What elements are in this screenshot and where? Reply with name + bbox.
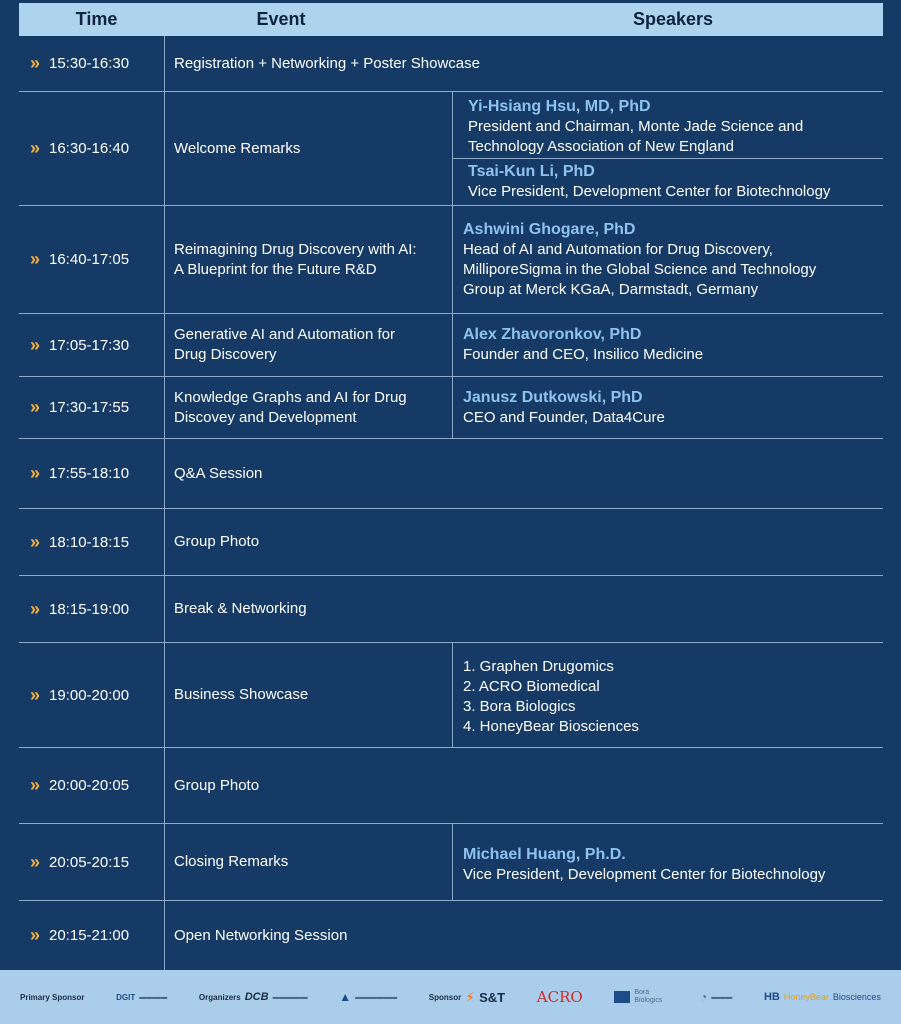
header-event: Event — [256, 9, 306, 29]
row-time: 20:05-20:15 — [49, 853, 130, 871]
chevron-right-icon: » — [29, 925, 38, 945]
list-item: 2. ACRO Biomedical — [463, 678, 600, 695]
row-time: 20:00-20:05 — [49, 777, 130, 794]
monte-jade-logo-icon: ▲ — [339, 990, 352, 1004]
row-event: Knowledge Graphs and AI for Drug — [174, 388, 407, 406]
schedule-row — [19, 901, 883, 970]
speaker-title: Vice President, Development Center for Biotechnology — [463, 866, 826, 883]
row-time: 17:30-17:55 — [49, 399, 130, 416]
row-time: 15:30-16:30 — [49, 55, 130, 72]
row-event: Group Photo — [174, 533, 260, 550]
speaker-block — [463, 844, 883, 885]
list-item: 4. HoneyBear Biosciences — [463, 718, 639, 735]
dcb-logo: DCB — [244, 991, 269, 1003]
row-time: 19:00-20:00 — [49, 686, 130, 704]
row-event: Business Showcase — [174, 686, 309, 703]
chevron-right-icon: » — [29, 53, 38, 73]
row-event: Q&A Session — [174, 464, 263, 482]
speaker-block — [463, 324, 883, 365]
row-time: 20:15-21:00 — [49, 927, 130, 944]
graphen-logo-icon: ◔ — [700, 990, 708, 1004]
schedule-row — [19, 206, 883, 313]
row-event: Drug Discovery — [174, 346, 277, 363]
schedule-row — [19, 314, 883, 376]
schedule-row — [19, 748, 883, 823]
chevron-right-icon: » — [29, 531, 38, 552]
speaker-block — [463, 387, 883, 428]
chevron-right-icon: » — [29, 138, 38, 158]
honeybear-logo-mark: HB — [763, 991, 780, 1003]
speaker-name: Janusz Dutkowski, PhD — [463, 389, 643, 406]
schedule-row — [19, 92, 883, 205]
schedule-row — [19, 509, 883, 575]
speaker-title: CEO and Founder, Data4Cure — [463, 409, 665, 426]
row-event: Discovey and Development — [174, 408, 357, 426]
speaker-title: Group at Merck KGaA, Darmstadt, Germany — [463, 281, 759, 298]
row-time: 18:10-18:15 — [49, 533, 130, 551]
speaker-title: Founder and CEO, Insilico Medicine — [463, 346, 704, 363]
speaker-title: Vice President, Development Center for Biotechnology — [468, 183, 831, 200]
speaker-title: Head of AI and Automation for Drug Discovery, — [463, 241, 773, 258]
chevron-right-icon: » — [29, 851, 38, 872]
st-logo-icon: ⚡ — [465, 988, 476, 1005]
row-event: A Blueprint for the Future R&D — [174, 260, 377, 278]
chevron-right-icon: » — [29, 249, 38, 269]
list-item: 1. Graphen Drugomics — [463, 658, 614, 675]
schedule-row — [19, 36, 883, 91]
table-header — [19, 3, 883, 36]
schedule-row — [19, 576, 883, 642]
row-time: 17:05-17:30 — [49, 336, 130, 354]
speaker-title: MilliporeSigma in the Global Science and Technology — [463, 261, 817, 278]
speaker-name: Yi-Hsiang Hsu, MD, PhD — [468, 98, 651, 115]
chevron-right-icon: » — [29, 334, 38, 355]
row-event: Registration + Networking + Poster Showcase — [174, 54, 480, 72]
row-event: Generative AI and Automation for — [174, 326, 395, 343]
chevron-right-icon: » — [29, 684, 38, 705]
row-event: Reimagining Drug Discovery with AI: — [174, 240, 417, 258]
schedule-row — [19, 439, 883, 508]
organizers-label: Organizers — [198, 992, 241, 1002]
dgit-logo-text-icon: ▬▬▬▬ — [139, 993, 168, 1001]
acro-logo: ACRO — [536, 988, 583, 1006]
header-time: Time — [75, 9, 118, 29]
row-event: Break & Networking — [174, 600, 307, 617]
bora-logo-icon — [614, 991, 630, 1003]
st-logo: S&T — [479, 989, 506, 1005]
speaker-title: Technology Association of New England — [468, 138, 735, 155]
row-time: 16:30-16:40 — [49, 140, 130, 157]
row-time: 18:15-19:00 — [49, 600, 130, 618]
header-speakers: Speakers — [632, 9, 714, 29]
sponsor-bar — [0, 970, 901, 1024]
speaker-name: Ashwini Ghogare, PhD — [463, 221, 636, 238]
honeybear-logo: HoneyBear — [783, 992, 829, 1002]
graphen-text-icon: ▬▬▬ — [711, 993, 733, 1001]
honeybear-biosciences: Biosciences — [832, 992, 881, 1002]
primary-sponsor-label: Primary Sponsor — [20, 992, 85, 1002]
dcb-logo-text-icon: ▬▬▬▬▬ — [272, 993, 308, 1001]
speaker-block — [468, 96, 888, 157]
speaker-name: Alex Zhavoronkov, PhD — [463, 326, 642, 343]
speaker-title: President and Chairman, Monte Jade Science and — [468, 118, 804, 135]
chevron-right-icon: » — [29, 775, 38, 795]
speaker-name: Michael Huang, Ph.D. — [463, 846, 626, 863]
row-event: Closing Remarks — [174, 853, 289, 870]
schedule-row — [19, 377, 883, 438]
speaker-block — [463, 219, 883, 300]
row-event: Welcome Remarks — [174, 139, 301, 157]
bora-logo: Bora Biologics — [634, 989, 663, 1004]
row-time: 16:40-17:05 — [49, 251, 130, 268]
row-time: 17:55-18:10 — [49, 465, 130, 482]
row-event: Group Photo — [174, 776, 260, 794]
monte-jade-text-icon: ▬▬▬▬▬▬ — [355, 993, 398, 1001]
speaker-name: Tsai-Kun Li, PhD — [468, 163, 595, 180]
sponsor-label: Sponsor — [428, 992, 462, 1002]
row-event: Open Networking Session — [174, 926, 348, 944]
speaker-block — [468, 161, 888, 202]
chevron-right-icon: » — [29, 397, 38, 417]
schedule-row — [19, 824, 883, 900]
showcase-list — [463, 657, 883, 737]
dgit-logo: DGIT — [116, 992, 136, 1002]
chevron-right-icon: » — [29, 463, 38, 483]
list-item: 3. Bora Biologics — [463, 698, 576, 715]
chevron-right-icon: » — [29, 598, 38, 619]
schedule-row — [19, 643, 883, 747]
